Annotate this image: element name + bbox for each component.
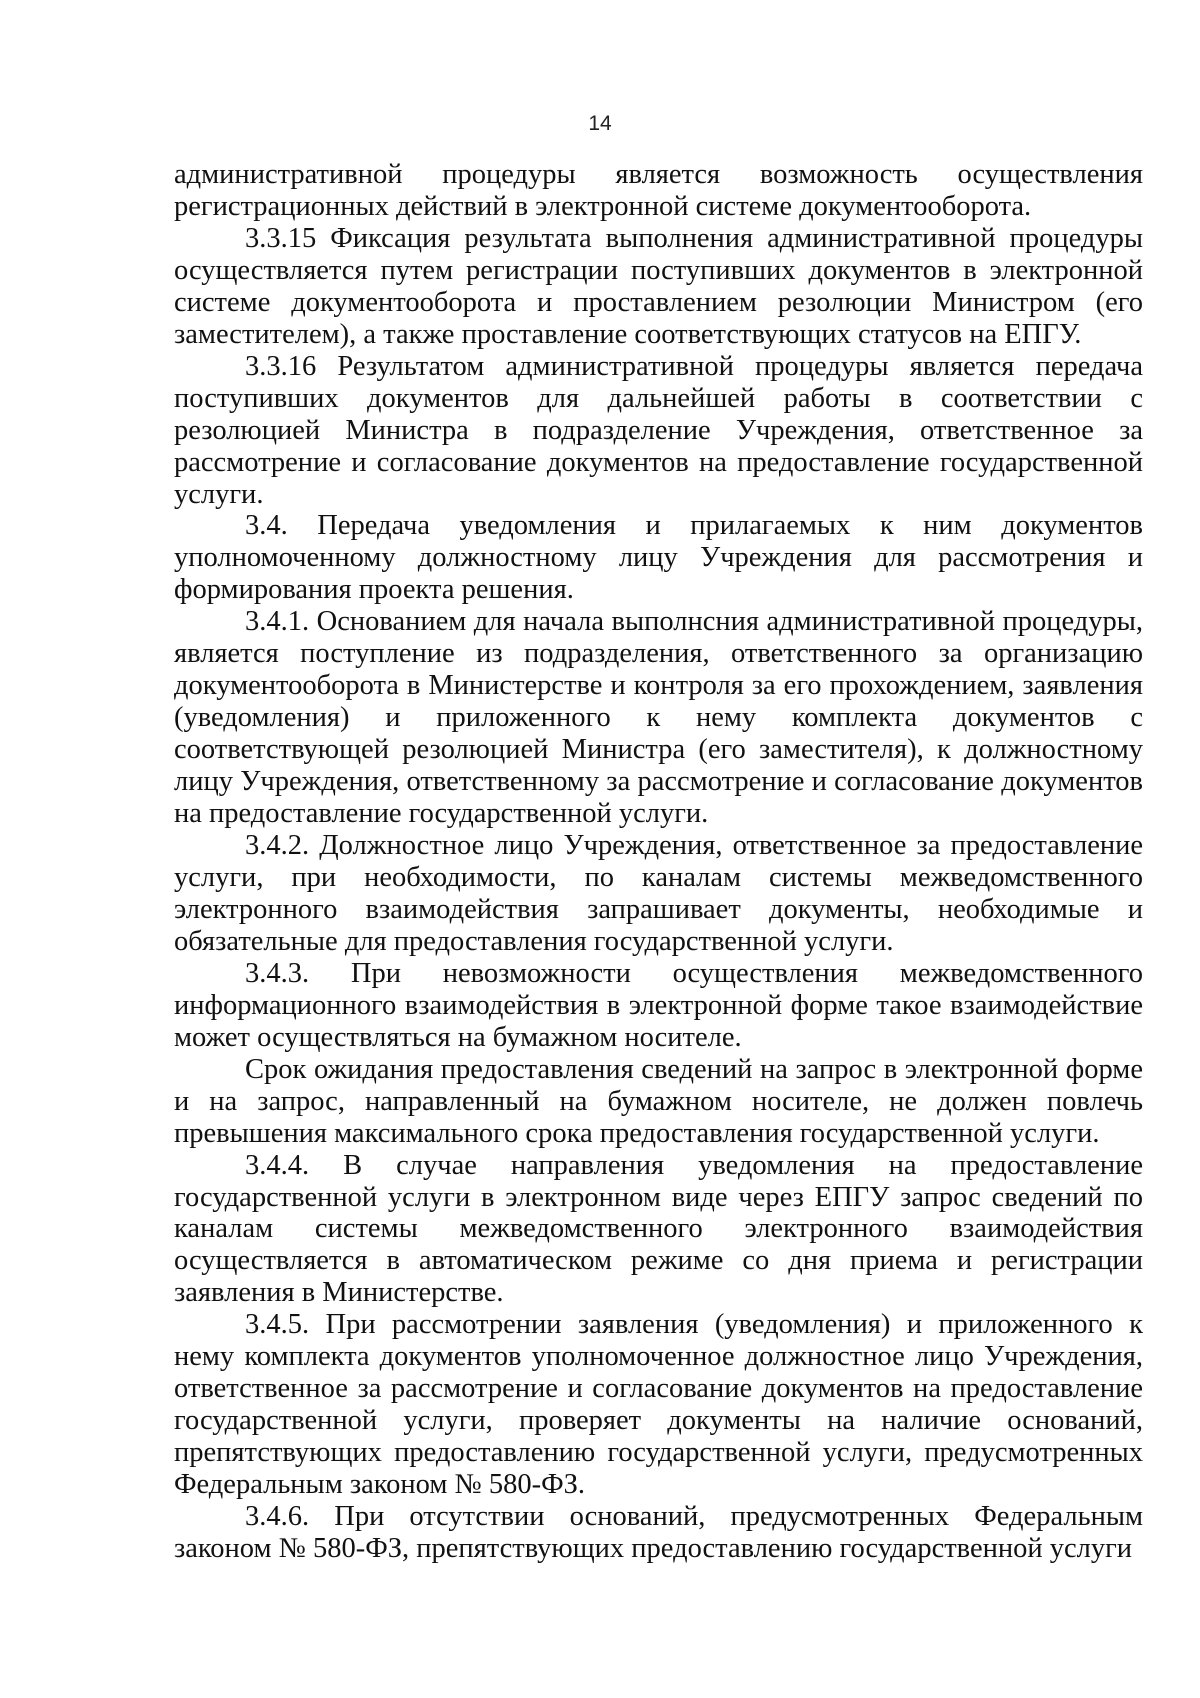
paragraph-3-3-15: 3.3.15 Фиксация результата выполнения административной процедуры осуществляется путем регистрации поступивших документов в электронной системе документооборота и проставлением резолюции Министром (его заместителем), а также проставление соответствующих статусов на ЕПГУ.: [174, 222, 1143, 350]
document-body: [174, 159, 1143, 1565]
paragraph-3-4: 3.4. Передача уведомления и прилагаемых к ним документов уполномоченному должностному лицу Учреждения для рассмотрения и формирования проекта решения.: [174, 510, 1143, 606]
paragraph-continuation: административной процедуры является возможность осуществления регистрационных действий в электронной системе документооборота.: [174, 159, 1143, 222]
paragraph-3-4-4: 3.4.4. В случае направления уведомления на предоставление государственной услуги в электронном виде через ЕПГУ запрос сведений по каналам системы межведомственного электронного взаимодействия осуществляется в автоматическом режиме со дня приема и регистрации заявления в Министерстве.: [174, 1149, 1143, 1309]
paragraph-3-4-3: 3.4.3. При невозможности осуществления межведомственного информационного взаимодействия в электронной форме такое взаимодействие может осуществляться на бумажном носителе.: [174, 957, 1143, 1053]
paragraph-3-4-6: 3.4.6. При отсутствии оснований, предусмотренных Федеральным законом № 580-ФЗ, препятствующих предоставлению государственной услуги: [174, 1501, 1143, 1564]
paragraph-3-4-2: 3.4.2. Должностное лицо Учреждения, ответственное за предоставление услуги, при необходимости, по каналам системы межведомственного электронного взаимодействия запрашивает документы, необходимые и обязательные для предоставления государственной услуги.: [174, 830, 1143, 957]
paragraph-3-4-5: 3.4.5. При рассмотрении заявления (уведомления) и приложенного к нему комплекта документов уполномоченное должностное лицо Учреждения, ответственное за рассмотрение и согласование документов на предоставление государственной услуги, проверяет документы на наличие оснований, препятствующих предоставлению государственной услуги, предусмотренных Федеральным законом № 580-ФЗ.: [174, 1309, 1143, 1501]
paragraph-3-4-1: 3.4.1. Основанием для начала выполнсния административной процедуры, является поступление из подразделения, ответственного за организацию документооборота в Министерстве и контроля за его прохождением, заявления (уведомления) и приложенного к нему комплекта документов с соответствующей резолюцией Министра (его заместителя), к должностному лицу Учреждения, ответственному за рассмотрение и согласование документов на предоставление государственной услуги.: [174, 606, 1143, 830]
paragraph-request-deadline: Срок ожидания предоставления сведений на запрос в электронной форме и на запрос, направленный на бумажном носителе, не должен повлечь превышения максимального срока предоставления государственной услуги.: [174, 1053, 1143, 1149]
page-number: 14: [588, 112, 612, 135]
paragraph-3-3-16: 3.3.16 Результатом административной процедуры является передача поступивших документов для дальнейшей работы в соответствии с резолюцией Министра в подразделение Учреждения, ответственное за рассмотрение и согласование документов на предоставление государственной услуги.: [174, 350, 1143, 510]
